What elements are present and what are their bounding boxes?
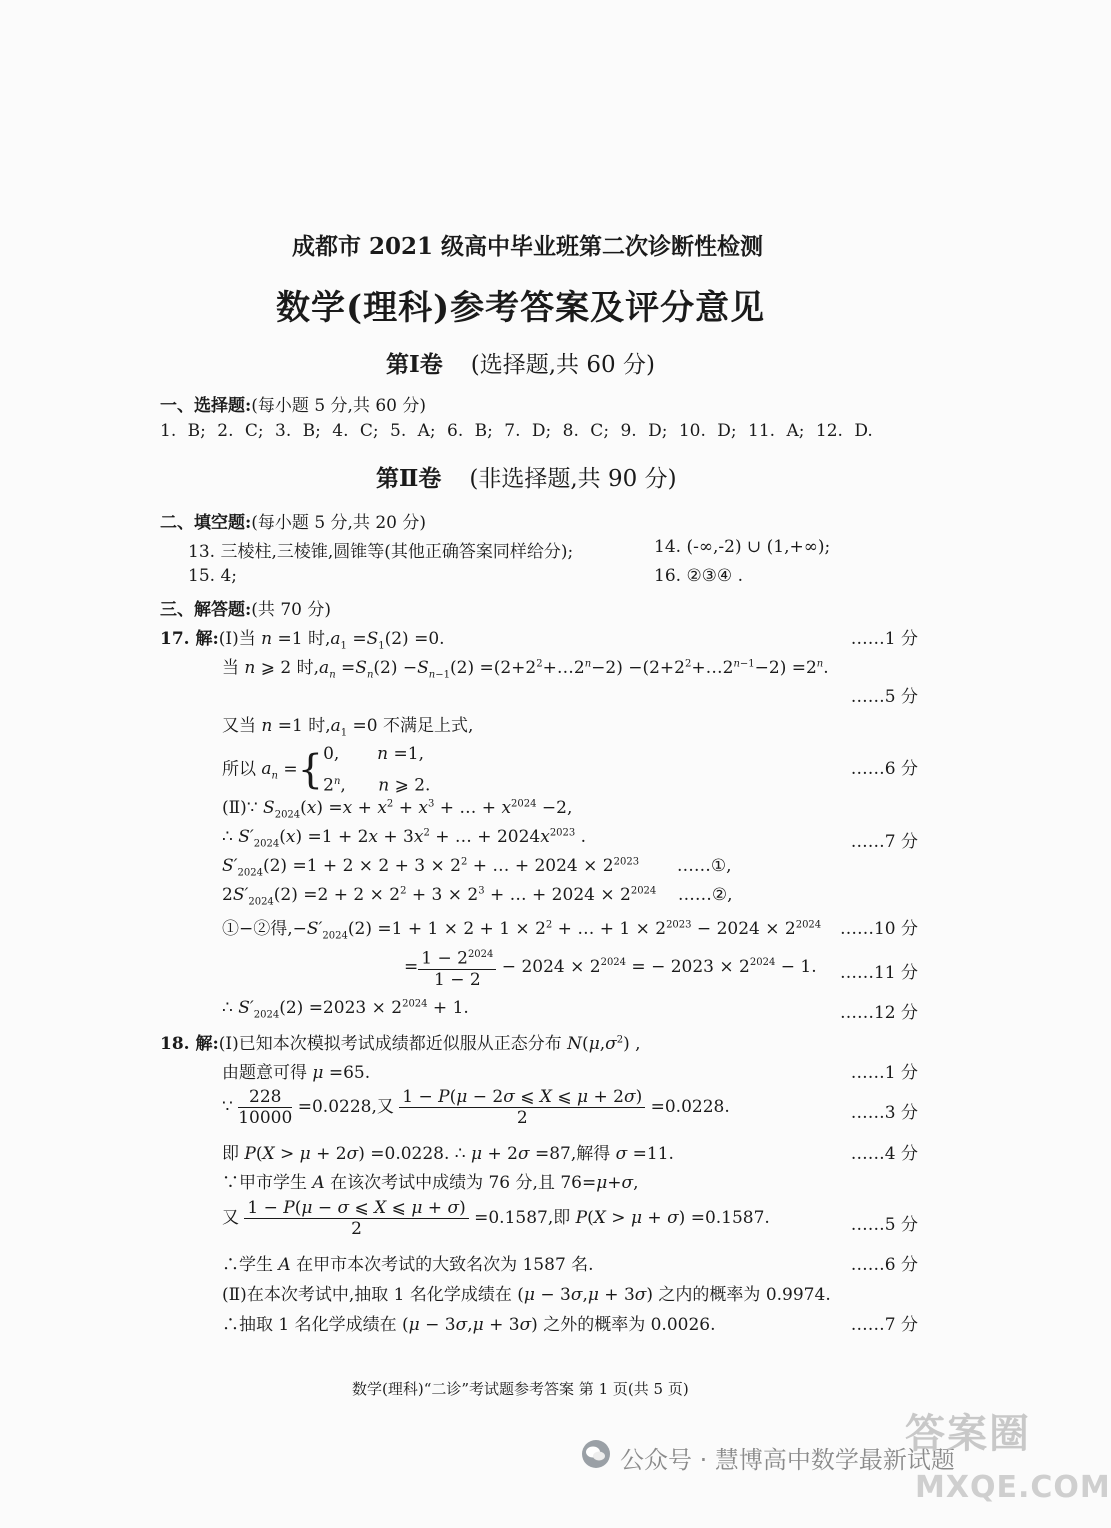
part2-title-main: 第Ⅱ卷 (376, 465, 442, 492)
part1-title-main: 第Ⅰ卷 (386, 351, 443, 378)
q17-line-7: $S'_{2024}(2) =1 + 2 \times 2 + 3 \times 2^2$ + … + $2024 \times 2^{2023}$ ……①, (222, 856, 732, 879)
q17-score-6: ……6 分 (850, 759, 918, 779)
q17-line-9: ①−②得$,-S'_{2024}(2) =1 + 1 \times 2 + 1 \times 2^2$ + … + $1 \times 2^{2023} - 2024 \times 2^{2024}$ (222, 919, 822, 942)
q18-line-9: ∴抽取 1 名化学成绩在 (μ − 3σ,μ + 3σ) 之外的概率为 0.0026. (222, 1315, 716, 1335)
q18-line-1: 18. 解:(Ⅰ)已知本次模拟考试成绩都近似服从正态分布 $N(\mu,\sigma^2)$ , (160, 1034, 641, 1054)
q17-line-2: 当 n ⩾ 2 时$,a_n =S_n(2) -S_{n-1}(2)$ $=(2+2^2+\dots 2^n-2)$ $-(2+2^2+\dots 2^{n-1}-2) =2^n$. (222, 658, 829, 681)
part2-title (376, 460, 677, 493)
section-fill-heading (160, 508, 426, 533)
q18-score-1: ……1 分 (850, 1063, 918, 1083)
q18-score-3: ……3 分 (850, 1103, 918, 1123)
q18-line-2: 由题意可得 μ =65. (222, 1063, 371, 1083)
q17-line-6: ∴ $S'_{2024}(x) =1 + 2x + 3x^2$ + … + $2024x^{2023}$ . (222, 827, 587, 850)
section-choice-label: 一、选择题: (160, 396, 252, 416)
section-solve-note: (共 70 分) (251, 600, 331, 620)
wechat-watermark: 公众号 · 慧博高中数学最新试题 (620, 1446, 955, 1474)
part1-title-sub: (选择题,共 60 分) (470, 352, 655, 378)
doc-title: 数学(理科)参考答案及评分意见 (276, 288, 766, 328)
logo-watermark: 答案圈 (905, 1411, 1031, 1457)
q17-line-3: 又当 n =1 时$,a_1 =0$ 不满足上式, (222, 716, 474, 739)
q17-score-5: ……5 分 (850, 687, 918, 707)
q17-score-10: ……10 分 (839, 919, 918, 939)
q18-line-8: (Ⅱ)在本次考试中,抽取 1 名化学成绩在 (μ − 3σ,μ + 3σ) 之内的概率为 0.9974. (222, 1285, 831, 1305)
q17-score-11: ……11 分 (839, 963, 918, 983)
q17-line-10: = $\frac{1 - 2^{2024}}{1 - 2}$ − $2024 \times 2^{2024}$ = − $2023 \times 2^{2024} - 1$. (404, 945, 817, 990)
q18-score-5: ……5 分 (850, 1215, 918, 1235)
answer-14: 14. (-∞,-2) ∪ (1,+∞); (654, 537, 831, 557)
q18-line-3: ∵ $\frac{228}{10000}$ =0.0228,又 $\frac{1 - P(\mu - 2\sigma ⩽ X ⩽ \mu + 2\sigma)}{2}$ =0.0228. (222, 1087, 730, 1128)
q17-line-11: ∴ $S'_{2024}(2) =2023 \times 2^{2024} + 1$. (222, 998, 469, 1021)
answer-16: 16. ②③④ . (654, 566, 743, 586)
logo-url-watermark: MXQE.COM (915, 1470, 1111, 1505)
q17-line-1: 17. 解:(Ⅰ)当 n =1 时$,a_1 =S_1(2) =0$. (160, 629, 445, 652)
q17-line-8: $2S'_{2024}(2) =2 + 2 \times 2^2 + 3 \times 2^3$ + … + $2024 \times 2^{2024}$ ……②, (222, 885, 733, 908)
section-choice-heading (160, 391, 426, 416)
q17-number: 17. 解: (160, 629, 219, 649)
q17-line-5: (Ⅱ)∵ $S_{2024}(x) =x + x^2 + x^3$ + … + $x^{2024} -2$, (222, 798, 573, 821)
part2-title-sub: (非选择题,共 90 分) (469, 466, 677, 492)
answer-13: 13. 三棱柱,三棱锥,圆锥等(其他正确答案同样给分); (188, 542, 574, 562)
section-choice-note: (每小题 5 分,共 60 分) (251, 396, 427, 416)
answer-15: 15. 4; (188, 566, 237, 586)
q17-score-1: ……1 分 (850, 629, 918, 649)
q17-score-12: ……12 分 (839, 1003, 918, 1023)
q18-score-4: ……4 分 (850, 1144, 918, 1164)
section-solve-heading (160, 595, 331, 620)
q18-number: 18. 解: (160, 1034, 219, 1054)
q18-score-6: ……6 分 (850, 1255, 918, 1275)
choice-answers: 1. B; 2. C; 3. B; 4. C; 5. A; 6. B; 7. D; 8. C; 9. D; 10. D; 11. A; 12. D. (160, 421, 873, 441)
q18-line-4: 即 P(X > μ + 2σ) =0.0228. ∴ μ + 2σ =87,解得 σ =11. (222, 1144, 674, 1164)
q18-line-6: 又 $\frac{1 - P(\mu - \sigma ⩽ X ⩽ \mu + \sigma)}{2}$ =0.1587,即 P(X > μ + σ) =0.1587. (222, 1198, 770, 1239)
q17-score-7: ……7 分 (850, 832, 918, 852)
section-solve-label: 三、解答题: (160, 600, 252, 620)
q17-line-4: 所以 $a_n =\{0$, n =1, 2$^n$, n ⩾ 2. (222, 744, 431, 796)
doc-subtitle: 成都市 2021 级高中毕业班第二次诊断性检测 (292, 233, 764, 260)
wechat-icon (582, 1440, 610, 1468)
q18-line-7: ∴学生 A 在甲市本次考试的大致名次为 1587 名. (222, 1255, 594, 1275)
part1-title (386, 346, 655, 379)
section-fill-label: 二、填空题: (160, 513, 252, 533)
q18-line-5: ∵甲市学生 A 在该次考试中成绩为 76 分,且 76=μ+σ, (222, 1173, 639, 1193)
section-fill-note: (每小题 5 分,共 20 分) (251, 513, 427, 533)
page-footer: 数学(理科)“二诊”考试题参考答案 第 1 页(共 5 页) (352, 1380, 689, 1398)
q18-score-7: ……7 分 (850, 1315, 918, 1335)
